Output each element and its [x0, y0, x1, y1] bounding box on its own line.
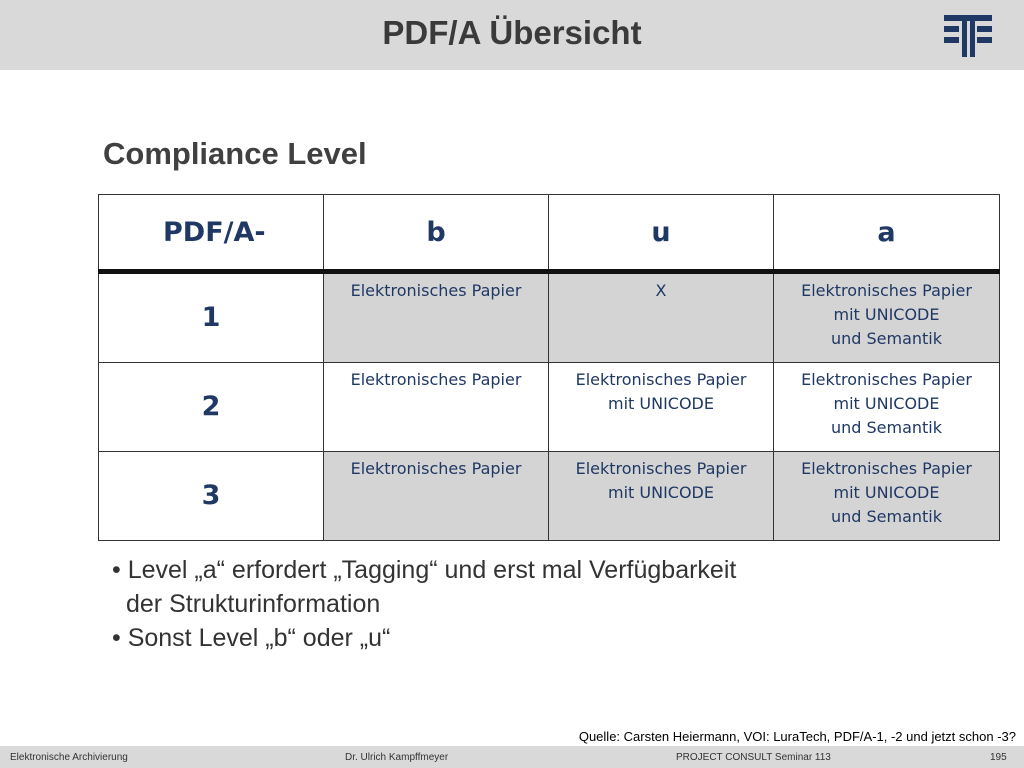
cell-line: Elektronisches Papier	[801, 370, 972, 389]
table-header-row	[99, 195, 1000, 272]
cell-line: und Semantik	[830, 329, 943, 348]
column-header-a: a	[774, 195, 1000, 272]
row-level: 1	[99, 272, 324, 363]
table-row	[99, 272, 1000, 363]
cell-line: Elektronisches Papier	[801, 459, 972, 478]
column-header-pdfa: PDF/A-	[99, 195, 324, 272]
cell-a	[774, 363, 1000, 452]
bullet-continuation: der Strukturinformation	[126, 590, 381, 618]
cell-u: X	[549, 272, 774, 363]
slide-footer	[0, 746, 1024, 768]
cell-line: Elektronisches Papier	[575, 459, 747, 478]
cell-line: mit UNICODE	[833, 394, 940, 413]
cell-b: Elektronisches Papier	[324, 272, 549, 363]
cell-line: mit UNICODE	[833, 305, 940, 324]
column-header-u: u	[549, 195, 774, 272]
footer-author: Dr. Ulrich Kampffmeyer	[345, 752, 449, 763]
row-level: 3	[99, 452, 324, 541]
table-row	[99, 452, 1000, 541]
section-subtitle: Compliance Level	[103, 136, 367, 171]
project-consult-logo-icon	[944, 15, 992, 57]
footer-seminar: PROJECT CONSULT Seminar 113	[676, 752, 831, 763]
bullet-item: • Sonst Level „b“ oder „u“	[112, 624, 391, 652]
cell-line: Elektronisches Papier	[801, 281, 972, 300]
row-level: 2	[99, 363, 324, 452]
slide-title: PDF/A Übersicht	[382, 14, 642, 51]
footer-left: Elektronische Archivierung	[10, 752, 128, 763]
table-row	[99, 363, 1000, 452]
source-citation: Quelle: Carsten Heiermann, VOI: LuraTech, PDF/A-1, -2 und jetzt schon -3?	[578, 729, 1016, 744]
cell-u	[549, 452, 774, 541]
cell-line: und Semantik	[830, 507, 943, 526]
cell-line: mit UNICODE	[608, 483, 714, 502]
cell-u	[549, 363, 774, 452]
bullet-item: • Level „a“ erfordert „Tagging“ und erst mal Verfügbarkeit	[112, 556, 737, 584]
compliance-table	[98, 194, 1000, 541]
cell-a	[774, 272, 1000, 363]
cell-b: Elektronisches Papier	[324, 363, 549, 452]
cell-a	[774, 452, 1000, 541]
cell-line: mit UNICODE	[608, 394, 714, 413]
cell-line: und Semantik	[830, 418, 943, 437]
cell-line: Elektronisches Papier	[575, 370, 747, 389]
cell-line: mit UNICODE	[833, 483, 940, 502]
page-number: 195	[990, 752, 1007, 763]
column-header-b: b	[324, 195, 549, 272]
slide-header	[0, 0, 1024, 70]
bullet-list	[112, 553, 736, 655]
cell-b: Elektronisches Papier	[324, 452, 549, 541]
